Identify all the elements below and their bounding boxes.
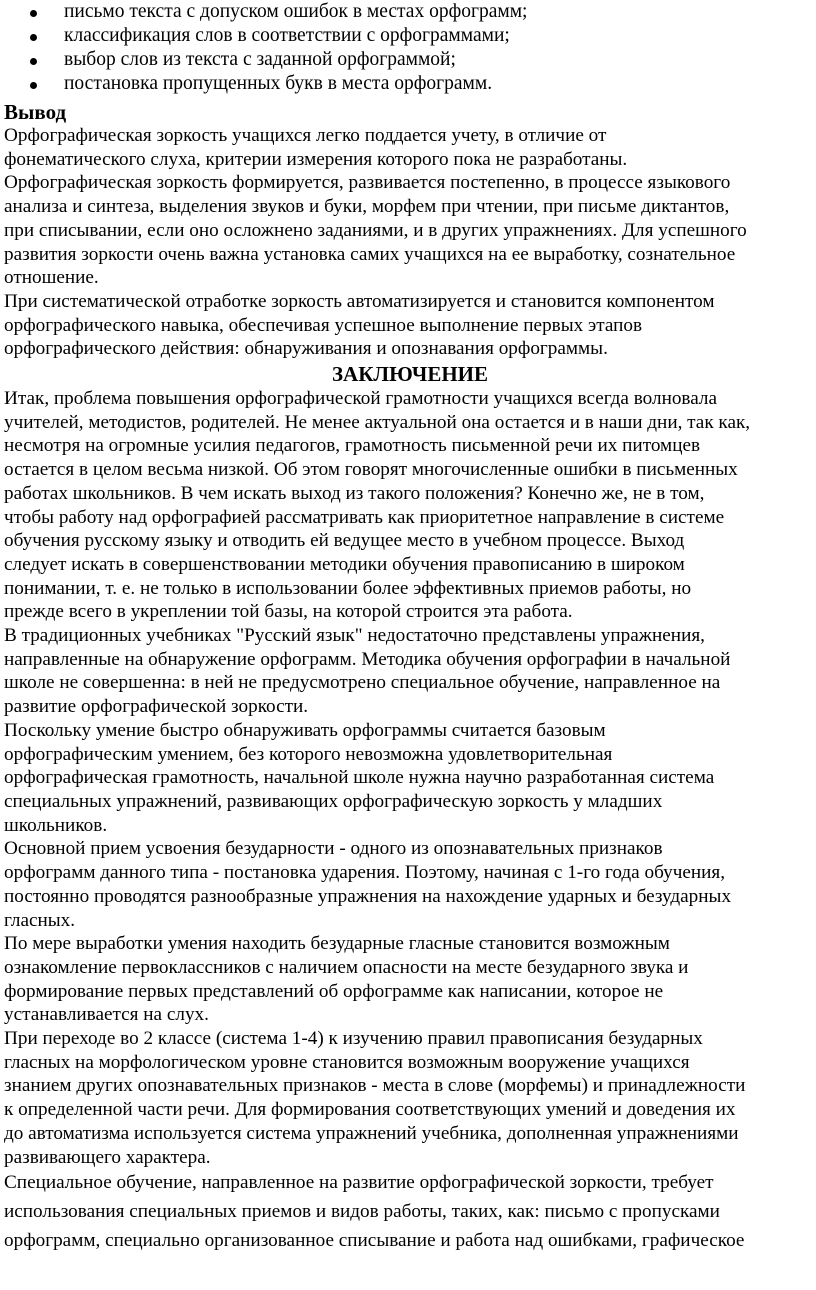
text-line: гласных на морфологическом уровне становится возможным вооружение учащихся [4, 1051, 690, 1073]
paragraph [4, 387, 816, 624]
list-item: выбор слов из текста с заданной орфограммой; [4, 48, 816, 72]
text-line: знанием других опознавательных признаков - места в слове (морфемы) и принадлежности [4, 1075, 746, 1097]
paragraph [4, 1027, 816, 1169]
text-line: формирование первых представлений об орфограмме как написании, которое не [4, 980, 664, 1002]
text-line: Поскольку умение быстро обнаруживать орфограммы считается базовым [4, 719, 606, 741]
text-line: школьников. [4, 814, 108, 836]
text-line: специальных упражнений, развивающих орфографическую зоркость у младших [4, 790, 663, 812]
text-line: орфограмм, специально организованное списывание и работа над ошибками, графическое [4, 1229, 745, 1251]
bullet-icon [30, 34, 37, 41]
text-line: По мере выработки умения находить безударные гласные становится возможным [4, 933, 670, 955]
text-line: при списывании, если оно осложнено заданиями, и в других упражнениях. Для успешного [4, 219, 747, 241]
text-line: Итак, проблема повышения орфографической грамотности учащихся всегда волновала [4, 388, 718, 410]
list-item: классификация слов в соответствии с орфограммами; [4, 24, 816, 48]
text-line: развития зоркости очень важна установка самих учащихся на ее выработку, сознательное [4, 243, 736, 265]
text-line: При переходе во 2 классе (система 1-4) к изучению правил правописания безударных [4, 1028, 703, 1050]
text-line: чтобы работу над орфографией рассматривать как приоритетное направление в системе [4, 506, 725, 528]
text-line: орфографического действия: обнаруживания и опознавания орфограммы. [4, 338, 608, 360]
text-line: направленные на обнаружение орфограмм. Методика обучения орфографии в начальной [4, 648, 731, 670]
paragraph [4, 290, 816, 361]
text-line: орфограмм данного типа - постановка ударения. Поэтому, начиная с 1-го года обучения, [4, 862, 726, 884]
text-line: развивающего характера. [4, 1146, 211, 1168]
text-line: Орфографическая зоркость формируется, развивается постепенно, в процессе языкового [4, 172, 731, 194]
text-line: устанавливается на слух. [4, 1004, 209, 1026]
text-line: Основной прием усвоения безударности - одного из опознавательных признаков [4, 838, 663, 860]
text-line: использования специальных приемов и видов работы, таких, как: письмо с пропусками [4, 1201, 720, 1223]
text-line: отношение. [4, 267, 99, 289]
text-line: следует искать в совершенствовании методики обучения правописанию в широком [4, 553, 685, 575]
text-line: орфографическим умением, без которого невозможна удовлетворительная [4, 743, 613, 765]
text-line: работах школьников. В чем искать выход из такого положения? Конечно же, не в том, [4, 482, 705, 504]
text-line: остается в целом весьма низкой. Об этом говорят многочисленные ошибки в письменных [4, 459, 738, 481]
paragraph [4, 1169, 816, 1255]
list-item: письмо текста с допуском ошибок в местах орфограмм; [4, 0, 816, 24]
bullet-icon [30, 58, 37, 65]
text-line: гласных. [4, 909, 76, 931]
text-line: понимании, т. е. не только в использовании более эффективных приемов работы, но [4, 577, 692, 599]
paragraph [4, 124, 816, 290]
text-line: обучения русскому языку и отводить ей ведущее место в учебном процессе. Выход [4, 530, 685, 552]
bullet-icon [30, 10, 37, 17]
paragraph [4, 932, 816, 1027]
text-line: учителей, методистов, родителей. Не менее актуальной она остается и в наши дни, так как, [4, 411, 751, 433]
paragraph [4, 624, 816, 719]
paragraph [4, 719, 816, 838]
text-line: В традиционных учебниках "Русский язык" недостаточно представлены упражнения, [4, 625, 705, 647]
text-line: анализа и синтеза, выделения звуков и буки, морфем при чтении, при письме диктантов, [4, 196, 730, 218]
text-line: несмотря на огромные усилия педагогов, грамотность письменной речи их питомцев [4, 435, 701, 457]
text-line: При систематической отработке зоркость автоматизируется и становится компонентом [4, 290, 715, 312]
text-line: ознакомление первоклассников с наличием опасности на месте безударного звука и [4, 956, 689, 978]
text-line: школе не совершенна: в ней не предусмотрено специальное обучение, направленное на [4, 672, 721, 694]
task-type-list [4, 0, 816, 96]
text-line: орфографического навыка, обеспечивая успешное выполнение первых этапов [4, 314, 643, 336]
text-line: до автоматизма используется система упражнений учебника, дополненная упражнениями [4, 1122, 739, 1144]
text-line: фонематического слуха, критерии измерения которого пока не разработаны. [4, 148, 628, 170]
text-line: Орфографическая зоркость учащихся легко поддается учету, в отличие от [4, 125, 607, 146]
text-line: прежде всего в укреплении той базы, на которой строится эта работа. [4, 601, 573, 623]
text-line: к определенной части речи. Для формирования соответствующих умений и доведения их [4, 1099, 736, 1121]
final-heading: ЗАКЛЮЧЕНИЕ [331, 362, 489, 387]
paragraph [4, 837, 816, 932]
text-line: развитие орфографической зоркости. [4, 696, 309, 718]
conclusion-heading: Вывод [4, 100, 67, 124]
text-line: постоянно проводятся разнообразные упражнения на нахождение ударных и безударных [4, 885, 732, 907]
list-item: постановка пропущенных букв в места орфограмм. [4, 72, 816, 96]
bullet-icon [30, 82, 37, 89]
text-line: орфографическая грамотность, начальной школе нужна научно разработанная система [4, 767, 715, 789]
text-line: Специальное обучение, направленное на развитие орфографической зоркости, требует [4, 1172, 714, 1194]
